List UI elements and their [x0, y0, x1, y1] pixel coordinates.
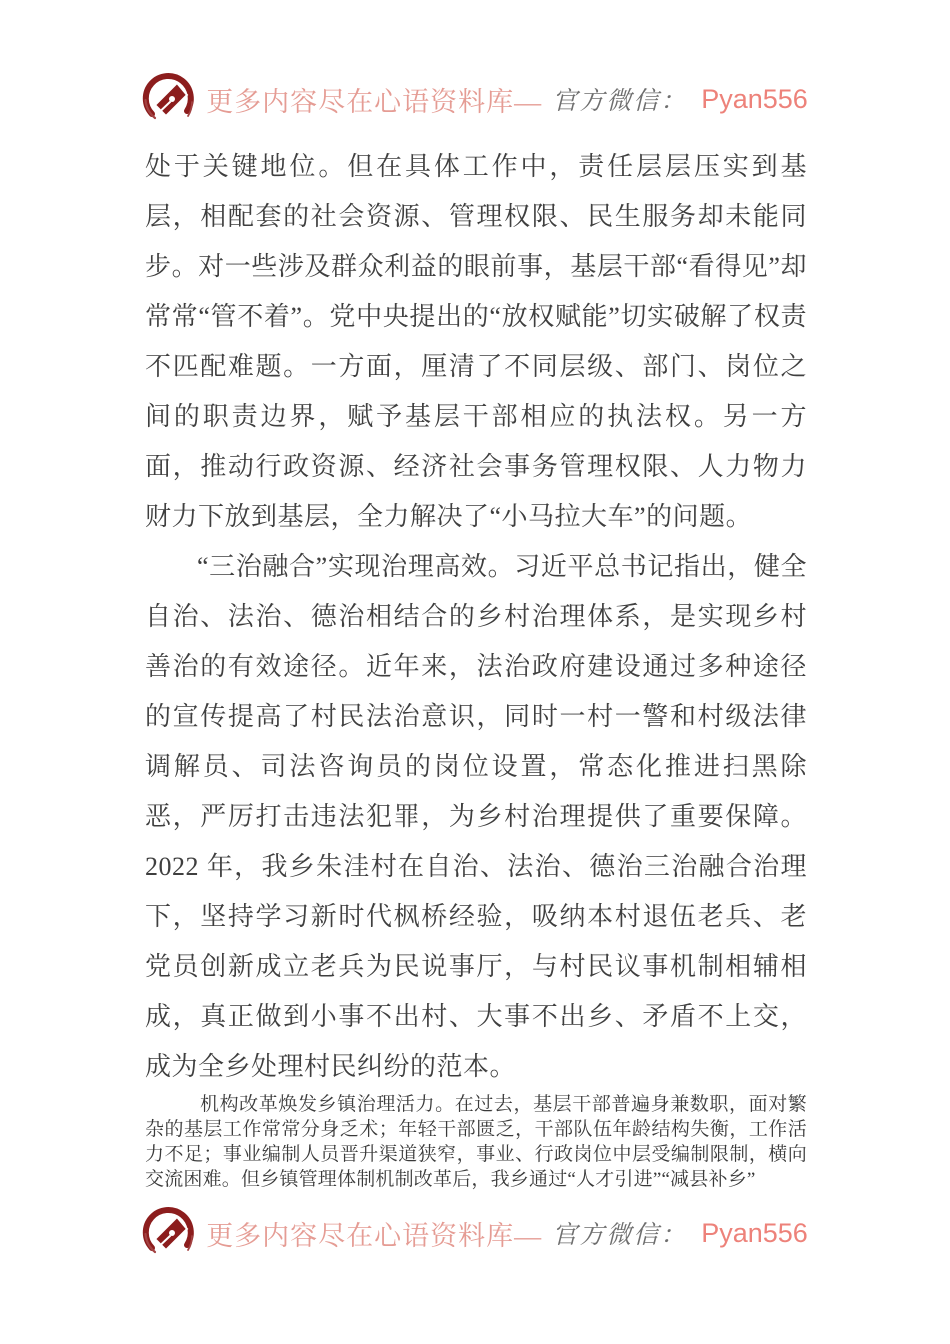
- watermark-wechat-label: 官方微信：: [552, 1222, 688, 1249]
- pen-nib-emblem-icon: [142, 72, 196, 126]
- footer-watermark: [0, 1206, 950, 1260]
- watermark-main-text: 更多内容尽在心语资料库—: [206, 86, 543, 117]
- watermark-wechat-account: Pyan556: [701, 1217, 808, 1248]
- document-body: [145, 142, 807, 1192]
- paragraph-three-governance: “三治融合”实现治理高效。习近平总书记指出，健全自治、法治、德治相结合的乡村治理体系，是实现乡村善治的有效途径。近年来，法治政府建设通过多种途径的宣传提高了村民法治意识，同时一村一警和村级法律调解员、司法咨询员的岗位设置，常态化推进扫黑除恶，严厉打击违法犯罪，为乡村治理提供了重要保障。2022 年，我乡朱洼村在自治、法治、德治三治融合治理下，坚持学习新时代枫桥经验，吸纳本村退伍老兵、老党员创新成立老兵为民说事厅，与村民议事机制相辅相成，真正做到小事不出村、大事不出乡、矛盾不上交，成为全乡处理村民纠纷的范本。: [145, 552, 807, 1081]
- pen-nib-emblem-icon: [142, 1206, 196, 1260]
- watermark-wechat-label: 官方微信：: [552, 88, 688, 115]
- watermark-main-text: 更多内容尽在心语资料库—: [206, 1220, 543, 1251]
- watermark-wechat-account: Pyan556: [701, 83, 808, 114]
- header-watermark: [0, 72, 950, 126]
- paragraph-institutional-reform: 机构改革焕发乡镇治理活力。在过去，基层干部普遍身兼数职，面对繁杂的基层工作常常分身乏术；年轻干部匮乏，干部队伍年龄结构失衡，工作活力不足；事业编制人员晋升渠道狭窄，事业、行政岗位中层受编制限制，横向交流困难。但乡镇管理体制机制改革后，我乡通过“人才引进”“减县补乡”: [145, 1094, 807, 1190]
- paragraph-power-delegation: 处于关键地位。但在具体工作中，责任层层压实到基层，相配套的社会资源、管理权限、民生服务却未能同步。对一些涉及群众利益的眼前事，基层干部“看得见”却常常“管不着”。党中央提出的“放权赋能”切实破解了权责不匹配难题。一方面，厘清了不同层级、部门、岗位之间的职责边界，赋予基层干部相应的执法权。另一方面，推动行政资源、经济社会事务管理权限、人力物力财力下放到基层，全力解决了“小马拉大车”的问题。: [145, 152, 807, 531]
